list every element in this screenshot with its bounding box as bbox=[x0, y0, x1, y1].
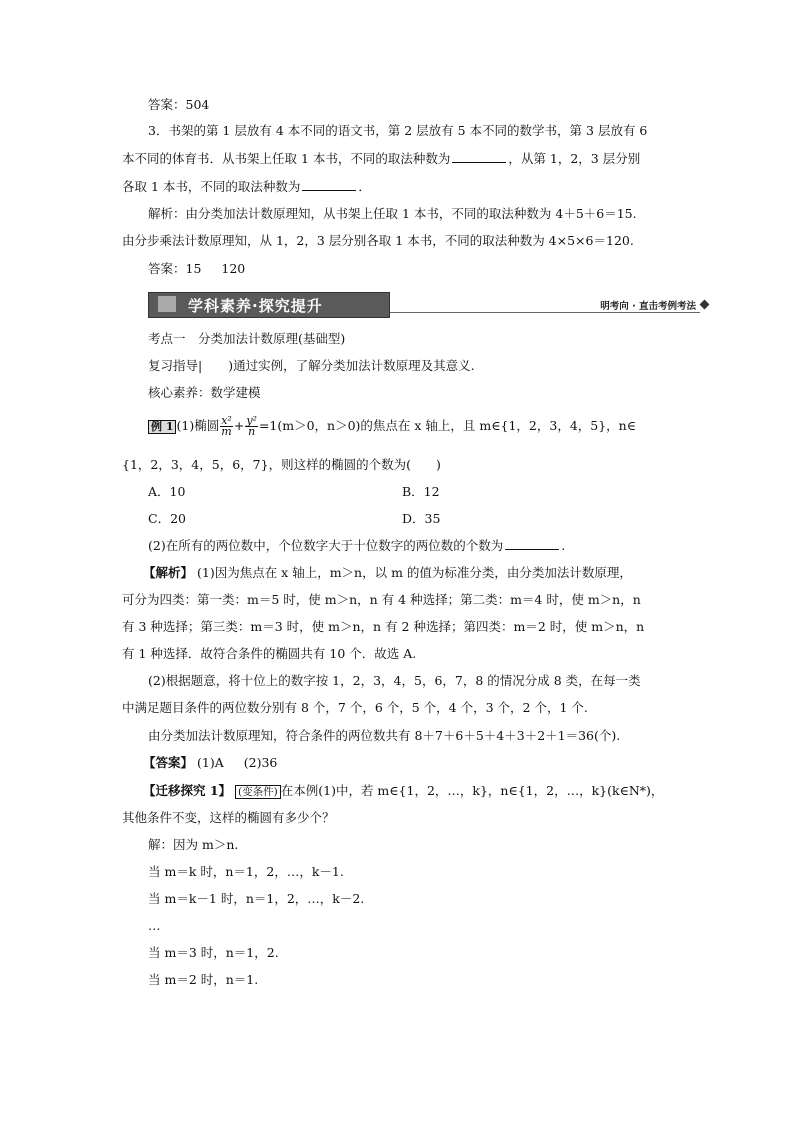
option-d: D．35 bbox=[402, 511, 441, 526]
answer-blank-1 bbox=[452, 151, 506, 163]
answer-block bbox=[143, 755, 277, 771]
analysis-line-6: 中满足题目条件的两位数分别有 8 个，7 个，6 个，5 个，4 个，3 个，2 个，1 个. bbox=[122, 700, 588, 715]
answer-blank-2 bbox=[302, 179, 356, 191]
prev-answer: 答案：504 bbox=[148, 97, 210, 112]
ex1-part2-text: (2)在所有的两位数中，个位数字大于十位数字的两位数的个数为 bbox=[148, 538, 504, 553]
q3-line-3-tail: ． bbox=[358, 179, 371, 194]
fraction-x-numerator: x² bbox=[221, 414, 232, 427]
q3-line-3 bbox=[122, 179, 371, 195]
answer-part-2: (2)36 bbox=[243, 755, 278, 770]
answer-blank-3 bbox=[505, 538, 559, 550]
transfer-line-1 bbox=[143, 783, 663, 799]
review-guide bbox=[148, 358, 475, 374]
q3-answer-value: 120 bbox=[221, 261, 246, 276]
point-title: 考点一 分类加法计数原理(基础型) bbox=[148, 331, 346, 346]
q3-answer-label: 答案：15 bbox=[148, 261, 202, 276]
analysis-line-4: 有 1 种选择．故符合条件的椭圆共有 10 个．故选 A. bbox=[122, 646, 417, 661]
option-a: A．10 bbox=[148, 484, 186, 499]
fraction-y-numerator: y² bbox=[246, 414, 257, 427]
answer-part-1: (1)A bbox=[197, 755, 224, 770]
q3-line-3-text: 各取 1 本书，不同的取法种数为 bbox=[122, 179, 301, 194]
banner-rule bbox=[390, 312, 700, 313]
ex1-part1-suffix: =1(m＞0，n＞0)的焦点在 x 轴上，且 m∈{1，2，3，4，5}，n∈ bbox=[258, 418, 636, 433]
analysis-line-2: 可分为四类：第一类：m＝5 时，使 m＞n，n 有 4 种选择；第二类：m＝4 时，使 m＞n，n bbox=[122, 592, 641, 607]
review-guide-label: 复习指导| bbox=[148, 358, 203, 373]
analysis-label: 【解析】 bbox=[143, 565, 194, 580]
fraction-x-over-m bbox=[220, 416, 233, 437]
banner-stripes-icon bbox=[158, 296, 176, 312]
solution-line-3: 当 m＝k－1 时，n＝1，2，…，k－2. bbox=[148, 891, 365, 906]
core-literacy: 核心素养：数学建模 bbox=[148, 385, 261, 400]
solution-line-4: 当 m＝3 时，n＝1，2. bbox=[148, 945, 279, 960]
fraction-y-denominator: n bbox=[248, 425, 256, 438]
ex1-part1-line2: {1，2，3，4，5，6，7}，则这样的椭圆的个数为( ) bbox=[122, 457, 441, 472]
q3-line-1: 3．书架的第 1 层放有 4 本不同的语文书，第 2 层放有 5 本不同的数学书，第 3 层放有 6 bbox=[148, 123, 648, 138]
diamond-icon bbox=[700, 300, 710, 310]
review-guide-text: )通过实例，了解分类加法计数原理及其意义. bbox=[228, 358, 475, 373]
fraction-y-over-n bbox=[245, 416, 258, 437]
transfer-label: 【迁移探究 1】 bbox=[143, 783, 232, 798]
transfer-line-2: 其他条件不变，这样的椭圆有多少个？ bbox=[122, 810, 335, 825]
q3-line-2 bbox=[122, 151, 640, 167]
q3-line-2-text: 本不同的体育书．从书架上任取 1 本书，不同的取法种数为 bbox=[122, 151, 451, 166]
q3-solution-1: 解析：由分类加法计数原理知，从书架上任取 1 本书，不同的取法种数为 4＋5＋6＝15. bbox=[148, 206, 637, 221]
answer-label: 【答案】 bbox=[143, 755, 194, 770]
plus-sign: + bbox=[233, 418, 245, 433]
analysis-line-5: (2)根据题意，将十位上的数字按 1，2，3，4，5，6，7，8 的情况分成 8 类，在每一类 bbox=[148, 673, 641, 688]
banner-subtitle: 明考向 · 直击考例考法 bbox=[600, 301, 696, 312]
ex1-part1-line1 bbox=[148, 416, 636, 437]
analysis-line-7: 由分类加法计数原理知，符合条件的两位数共有 8＋7＋6＋5＋4＋3＋2＋1＝36(个). bbox=[148, 728, 621, 743]
option-c: C．20 bbox=[148, 511, 186, 526]
analysis-line-1-text: (1)因为焦点在 x 轴上，m＞n，以 m 的值为标准分类，由分类加法计数原理， bbox=[197, 565, 632, 580]
solution-line-5: 当 m＝2 时，n＝1. bbox=[148, 972, 259, 987]
section-banner bbox=[148, 292, 708, 318]
ex1-part1-prefix: (1)椭圆 bbox=[176, 418, 220, 433]
solution-line-1: 解：因为 m＞n. bbox=[148, 837, 239, 852]
transfer-tag: (变条件) bbox=[235, 785, 281, 799]
transfer-line-1-text: 在本例(1)中，若 m∈{1，2，…，k}，n∈{1，2，…，k}(k∈N*)， bbox=[280, 783, 664, 798]
ex1-part2 bbox=[148, 538, 565, 554]
option-b: B．12 bbox=[402, 484, 440, 499]
analysis-line-3: 有 3 种选择；第三类：m＝3 时，使 m＞n，n 有 2 种选择；第四类：m＝2 时，使 m＞n，n bbox=[122, 619, 645, 634]
q3-line-2-tail: ，从第 1，2，3 层分别 bbox=[508, 151, 641, 166]
banner-title: 学科素养·探究提升 bbox=[188, 297, 323, 315]
example-tag: 例 1 bbox=[148, 420, 176, 434]
analysis-line-1 bbox=[143, 565, 632, 581]
q3-solution-2: 由分步乘法计数原理知，从 1，2，3 层分别各取 1 本书，不同的取法种数为 4×5×6＝120. bbox=[122, 233, 634, 248]
ex1-part2-tail: . bbox=[561, 538, 566, 553]
solution-line-2: 当 m＝k 时，n＝1，2，…，k－1. bbox=[148, 864, 344, 879]
fraction-x-denominator: m bbox=[221, 425, 232, 438]
solution-ellipsis: … bbox=[148, 918, 161, 933]
q3-answer bbox=[148, 261, 245, 277]
